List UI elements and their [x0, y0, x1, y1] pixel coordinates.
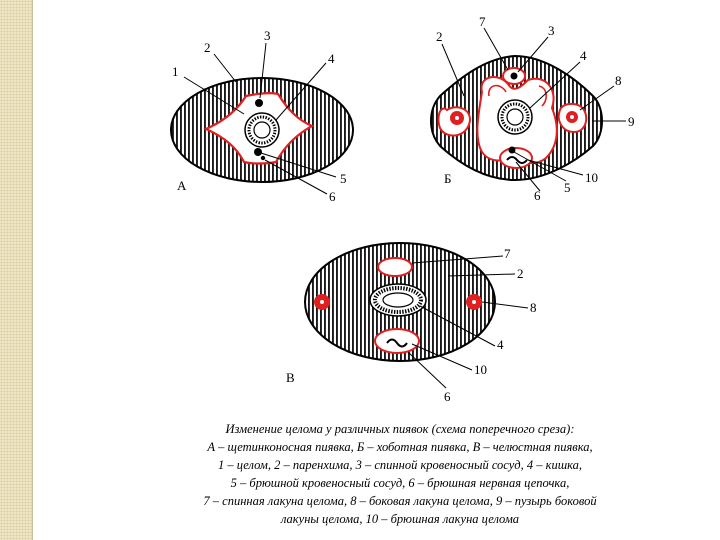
panel-b-right-vesicle-center [570, 115, 574, 119]
panel-v-label-10: 10 [474, 362, 487, 377]
panel-a-label-5: 5 [340, 171, 347, 186]
panel-a-ventral-vessel [254, 148, 262, 156]
panel-b-label-6: 6 [534, 188, 541, 203]
caption-line-3: 1 – целом, 2 – паренхима, 3 – спинной кровеносный сосуд, 4 – кишка, [217, 458, 583, 472]
panel-b-label-5: 5 [564, 180, 571, 195]
panel-v-label-6: 6 [444, 389, 451, 404]
panel-a-intestine-lumen [254, 122, 270, 138]
figure-caption [140, 420, 660, 528]
panel-b [431, 14, 635, 203]
caption-line-5: 7 – спинная лакуна целома, 8 – боковая лакуна целома, 9 – пузырь боковой [203, 494, 597, 508]
panel-a [171, 28, 353, 204]
panel-b-label-7: 7 [479, 14, 486, 29]
panel-a-label-4: 4 [328, 51, 335, 66]
panel-b-label-4: 4 [580, 48, 587, 63]
panel-v-right-lacuna-center [472, 300, 476, 304]
panel-b-label-10: 10 [585, 170, 598, 185]
panel-v-label-7: 7 [504, 246, 511, 261]
panel-v-intestine-lumen [383, 293, 413, 307]
caption-line-2: А – щетинконосная пиявка, Б – хоботная пиявка, В – челюстная пиявка, [207, 440, 593, 454]
panel-a-dorsal-vessel [255, 99, 263, 107]
panel-b-label-9: 9 [628, 114, 635, 129]
panel-b-dorsal-vessel [511, 73, 518, 80]
panel-a-nerve-chain [261, 156, 265, 160]
panel-v [286, 243, 537, 404]
panel-v-letter: В [286, 370, 295, 385]
panel-a-letter: А [177, 178, 187, 193]
panel-v-label-2: 2 [517, 266, 524, 281]
panel-v-dorsal-lacuna [378, 258, 412, 276]
panel-a-label-2: 2 [204, 40, 211, 55]
panel-b-letter: Б [444, 171, 452, 186]
caption-line-4: 5 – брюшной кровеносный сосуд, 6 – брюшная нервная цепочка, [230, 476, 570, 490]
caption-line-1: Изменение целома у различных пиявок (схема поперечного среза): [225, 422, 575, 436]
panel-a-label-1: 1 [172, 64, 179, 79]
panel-b-label-3: 3 [548, 23, 555, 38]
panel-a-label-3: 3 [264, 28, 271, 43]
panel-b-left-vesicle-center [455, 116, 459, 120]
panel-b-label-8: 8 [615, 73, 622, 88]
panel-v-label-8: 8 [530, 300, 537, 315]
panel-v-left-lacuna-center [320, 300, 324, 304]
panel-v-label-4: 4 [497, 337, 504, 352]
caption-line-6: лакуны целома, 10 – брюшная лакуна целома [280, 512, 520, 526]
panel-v-ventral-lacuna [375, 329, 419, 353]
panel-b-intestine-lumen [507, 109, 523, 125]
panel-b-label-2: 2 [436, 29, 443, 44]
panel-a-label-6: 6 [329, 189, 336, 204]
